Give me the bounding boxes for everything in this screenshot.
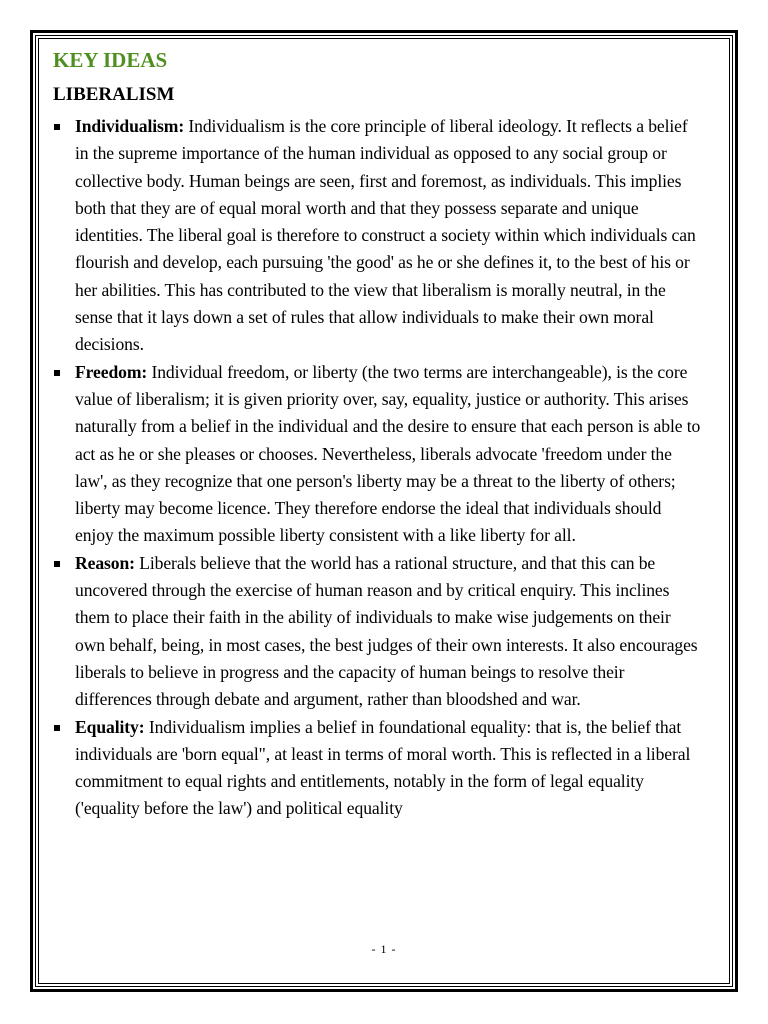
list-item-freedom: [53, 359, 703, 550]
square-bullet-icon: [54, 725, 60, 731]
list-item-equality: [53, 714, 703, 823]
square-bullet-icon: [54, 124, 60, 130]
square-bullet-icon: [54, 561, 60, 567]
key-ideas-heading: KEY IDEAS: [53, 48, 168, 72]
item-text: Liberals believe that the world has a rational structure, and that this can be uncovered through the exercise of human reason and by critical enquiry. This inclines them to place their faith in the ability of individuals to make wise judgements on their own behalf, being, in most cases, the best judges of their own interests. It also encourages liberals to believe in progress and the capacity of human beings to resolve their differences through debate and argument, rather than bloodshed and war.: [75, 552, 698, 710]
item-text: Individual freedom, or liberty (the two terms are interchangeable), is the core value of liberalism; it is given priority over, say, equality, justice or authority. This arises naturally from a belief in the individual and the desire to ensure that each person is able to act as he or she pleases or chooses. Nevertheless, liberals advocate 'freedom under the law', as they recognize that one person's liberty may be a threat to the liberty of others; liberty may become licence. They therefore endorse the ideal that individuals should enjoy the maximum possible liberty consistent with a like liberty for all.: [75, 361, 701, 546]
page-number: - 1 -: [371, 942, 397, 956]
item-term: Individualism:: [75, 116, 185, 136]
list-item-reason: [53, 550, 703, 714]
square-bullet-icon: [54, 370, 60, 376]
item-term: Equality:: [75, 716, 145, 737]
key-ideas-list: [53, 113, 703, 823]
item-text: Individualism is the core principle of liberal ideology. It reflects a belief in the supreme importance of the human individual as opposed to any social group or collective body. Human beings are seen, first and foremost, as individuals. This implies both that they are of equal moral worth and that they possess separate and unique identities. The liberal goal is therefore to construct a society within which individuals can flourish and develop, each pursuing 'the good' as he or she defines it, to the best of his or her abilities. This has contributed to the view that liberalism is morally neutral, in the sense that it lays down a set of rules that allow individuals to make their own moral decisions.: [75, 116, 696, 355]
section-title: LIBERALISM: [53, 84, 175, 105]
page-content: [53, 44, 703, 823]
item-text: Individualism implies a belief in foundational equality: that is, the belief that individuals are 'born equal", at least in terms of moral worth. This is reflected in a liberal commitment to equal rights and entitlements, notably in the form of legal equality ('equality before the law') and political equality: [75, 716, 691, 819]
item-term: Freedom:: [75, 361, 148, 382]
list-item-individualism: [53, 113, 703, 359]
item-term: Reason:: [75, 552, 135, 573]
